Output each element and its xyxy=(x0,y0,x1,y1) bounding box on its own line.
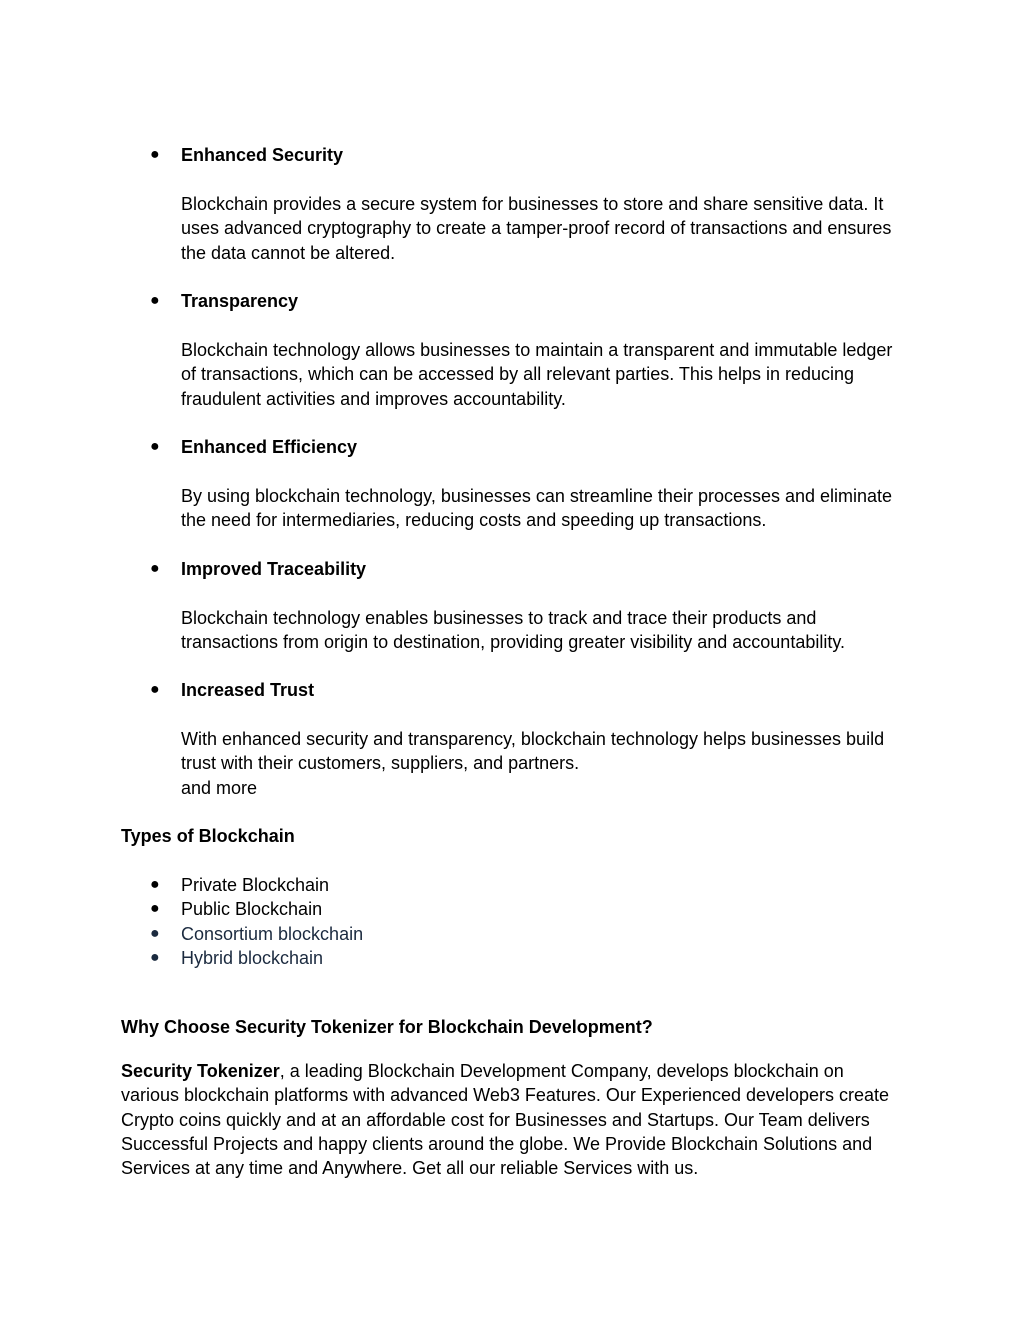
benefit-title: Transparency xyxy=(181,291,299,311)
list-item[interactable] xyxy=(121,946,721,970)
bullet-icon: ● xyxy=(150,876,160,893)
bullet-icon: ● xyxy=(150,948,160,966)
bullet-icon: ● xyxy=(150,292,160,309)
benefit-title: Increased Trust xyxy=(181,680,315,700)
types-heading: Types of Blockchain xyxy=(121,826,295,846)
bullet-icon: ● xyxy=(150,438,160,455)
benefit-item xyxy=(121,678,921,798)
benefit-tail-text: and more xyxy=(181,778,258,798)
consortium-blockchain-link[interactable]: Consortium blockchain xyxy=(181,923,364,944)
company-name: Security Tokenizer xyxy=(121,1061,280,1081)
list-item xyxy=(121,873,721,897)
benefit-item xyxy=(121,143,921,263)
why-choose-heading: Why Choose Security Tokenizer for Blockchain Development? xyxy=(121,1017,653,1037)
list-item xyxy=(121,897,721,921)
bullet-icon: ● xyxy=(150,924,160,942)
benefit-description: Blockchain provides a secure system for businesses to store and share sensitive data. It uses advanced cryptography to create a tamper-proof record of transactions and ensures the data cannot be altered. xyxy=(181,194,892,263)
benefit-description: With enhanced security and transparency, blockchain technology helps businesses build trust with their customers, suppliers, and partners. xyxy=(181,729,885,774)
company-intro-paragraph xyxy=(121,1059,901,1180)
list-item-label: Public Blockchain xyxy=(181,899,323,920)
types-list xyxy=(121,873,721,970)
benefit-description: By using blockchain technology, businesses can streamline their processes and eliminate the need for intermediaries, reducing costs and speeding up transactions. xyxy=(181,486,893,531)
benefit-description: Blockchain technology enables businesses to track and trace their products and transactions from origin to destination, providing greater visibility and accountability. xyxy=(181,608,846,653)
bullet-icon: ● xyxy=(150,146,160,163)
benefit-item xyxy=(121,289,921,409)
bullet-icon: ● xyxy=(150,560,160,577)
list-item-label: Private Blockchain xyxy=(181,875,330,895)
benefit-title: Improved Traceability xyxy=(181,559,367,579)
benefit-description: Blockchain technology allows businesses to maintain a transparent and immutable ledger of transactions, which can be accessed by all relevant parties. This helps in reducing fraudulent activities and improves accountability. xyxy=(181,340,893,409)
benefit-title: Enhanced Efficiency xyxy=(181,437,358,457)
bullet-icon: ● xyxy=(150,900,160,918)
benefit-item xyxy=(121,435,921,531)
list-item[interactable] xyxy=(121,922,721,946)
bullet-icon: ● xyxy=(150,681,160,698)
company-intro-text: , a leading Blockchain Development Company, develops blockchain on various blockchain platforms with advanced Web3 Features. Our Experienced developers create Crypto coins quickly and at an affordable cost for Businesses and Startups. Our Team delivers Successful Projects and happy clients around the globe. We Provide Blockchain Solutions and Services at any time and Anywhere. Get all our reliable Services with us. xyxy=(121,1061,890,1179)
benefit-title: Enhanced Security xyxy=(181,145,344,165)
benefit-item xyxy=(121,557,921,653)
hybrid-blockchain-link[interactable]: Hybrid blockchain xyxy=(181,947,324,968)
